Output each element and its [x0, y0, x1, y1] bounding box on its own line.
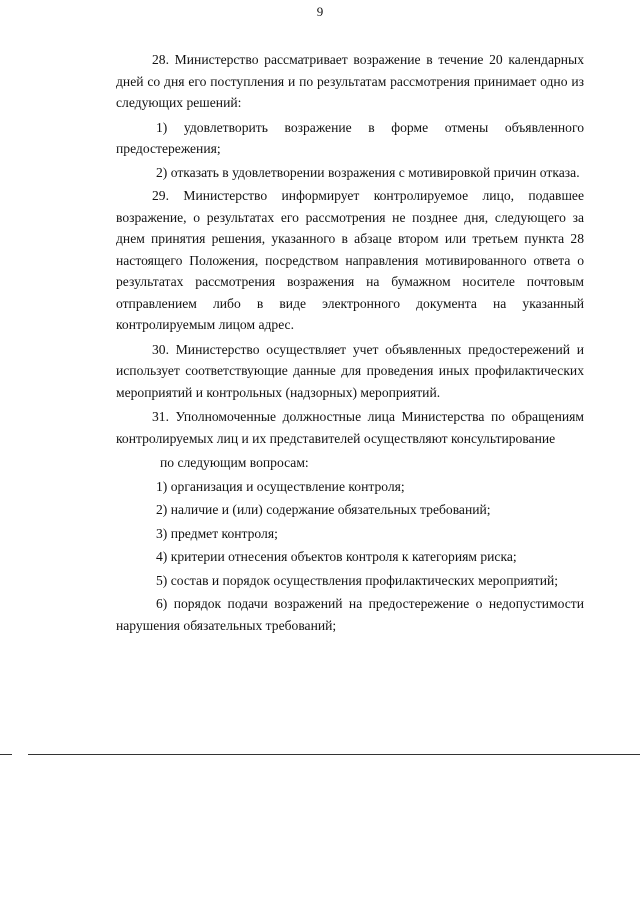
- page-number: 9: [316, 4, 324, 19]
- footer-rule-stub: [0, 754, 12, 755]
- paragraph-31-item-6: 6) порядок подачи возражений на предостережение о недопустимости нарушения обязательных требований;: [116, 596, 584, 633]
- paragraph-30: 30. Министерство осуществляет учет объявленных предостережений и использует соответствующие данные для проведения иных профилактических мероприятий и контрольных (надзорных) мероприятий.: [116, 341, 584, 400]
- paragraph-31-lead-in: по следующим вопросам:: [160, 455, 309, 470]
- paragraph-31-item-2: 2) наличие и (или) содержание обязательных требований;: [156, 502, 491, 517]
- paragraph-31: 31. Уполномоченные должностные лица Министерства по обращениям контролируемых лиц и их представителей осуществляют консультирование: [116, 409, 584, 446]
- paragraph-31-item-3: 3) предмет контроля;: [156, 525, 278, 541]
- paragraph-28: 28. Министерство рассматривает возражение в течение 20 календарных дней со дня его поступления и по результатам рассмотрения принимает одно из следующих решений:: [116, 52, 584, 110]
- paragraph-31-item-1: 1) организация и осуществление контроля;: [156, 478, 405, 494]
- paragraph-31-item-4: 4) критерии отнесения объектов контроля к категориям риска;: [156, 549, 517, 564]
- paragraph-28-item-1: 1) удовлетворить возражение в форме отмены объявленного предостережения;: [116, 119, 584, 156]
- footer-rule: [28, 754, 640, 755]
- paragraph-29: 29. Министерство информирует контролируемое лицо, подавшее возражение, о результатах его рассмотрения не позднее дня, следующего за днем принятия решения, указанного в абзаце втором или третьем пункта 28 настоящего Положения, посредством направления мотивированного ответа о результатах рассмотрения возражения на бумажном носителе почтовым отправлением либо в виде электронного документа на указанный контролируемым лицом адрес.: [116, 188, 584, 332]
- paragraph-31-item-5: 5) состав и порядок осуществления профилактических мероприятий;: [156, 572, 559, 588]
- document-body: [116, 49, 584, 638]
- paragraph-28-item-2: 2) отказать в удовлетворении возражения с мотивировкой причин отказа.: [156, 164, 580, 180]
